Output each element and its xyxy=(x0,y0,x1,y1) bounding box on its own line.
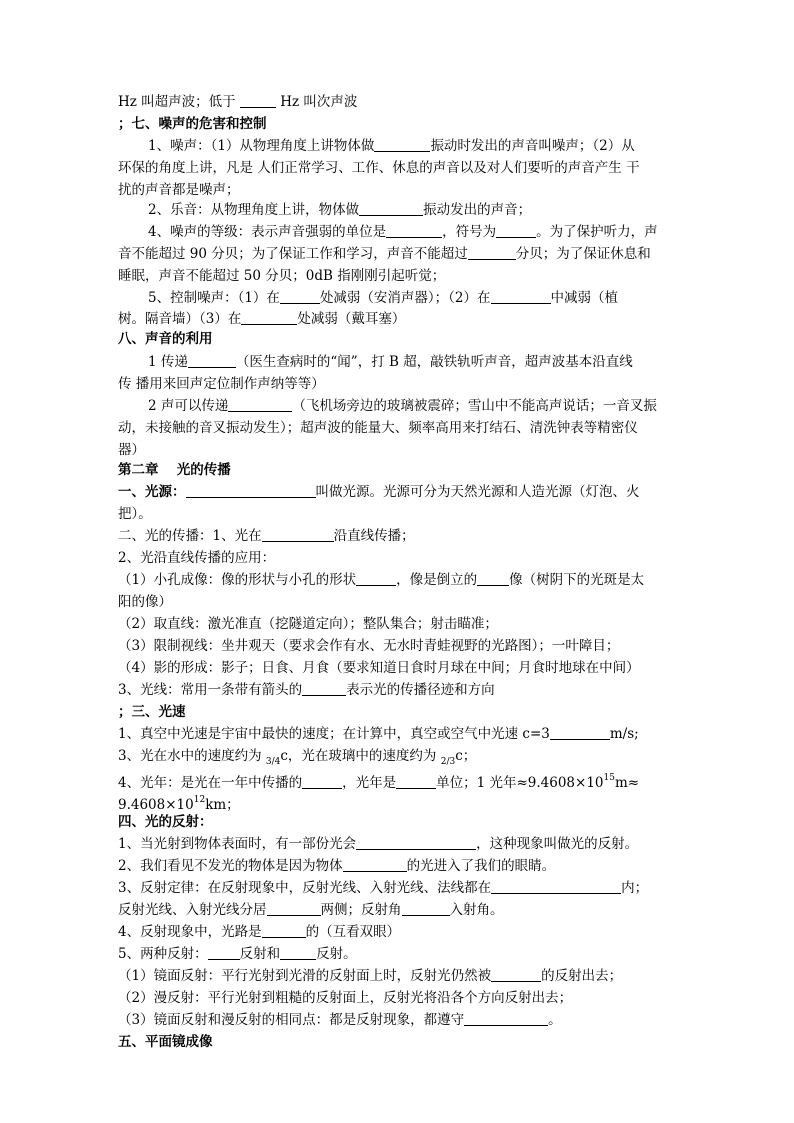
text: （2）取直线：激光准直（挖隧道定向）；整队集合；射击瞄准； xyxy=(118,616,498,632)
text-line xyxy=(118,988,690,1008)
text: 的反射出去； xyxy=(541,968,623,984)
text-line xyxy=(118,614,690,634)
text: 振动发出的声音； xyxy=(423,202,532,218)
text-line xyxy=(118,570,690,590)
text-line xyxy=(118,966,690,986)
text-line xyxy=(148,352,690,372)
text: 五、平面镜成像 xyxy=(118,1034,213,1050)
text: 反射光线、入射光线分居 xyxy=(118,902,267,918)
text: 像（树阴下的光斑是太 xyxy=(509,572,645,588)
fill-blank xyxy=(491,967,541,982)
text: （医生查病时的“闻”，打 B 超，敲铁轨听声音，超声波基本沿直线 xyxy=(235,354,633,370)
section-heading xyxy=(118,114,690,134)
text: 传 播用来回声定位制作声纳等等） xyxy=(118,376,325,392)
text-line xyxy=(118,374,690,394)
text: 器） xyxy=(118,442,145,458)
fill-blank xyxy=(550,725,610,740)
text: 环保的角度上讲，凡是 人们正常学习、工作、休息的声音以及对人们要听的声音产生 干 xyxy=(118,160,640,176)
text: 3、光在水中的速度约为 xyxy=(118,748,266,764)
text: 阳的像） xyxy=(118,594,172,610)
exponent: 12 xyxy=(193,795,206,805)
fill-blank xyxy=(464,1011,548,1026)
fraction: 3/4 xyxy=(265,757,281,767)
text-line xyxy=(118,856,690,876)
text-line xyxy=(118,158,690,178)
text-line xyxy=(118,482,690,502)
text-line xyxy=(148,288,690,308)
text: （4）影的形成：影子；日食、月食（要求知道日食时月球在中间；月食时地球在中间） xyxy=(118,660,640,676)
text: 两侧；反射角 xyxy=(320,902,402,918)
text: 9.4608×10 xyxy=(118,797,194,813)
text: 第二章 光的传播 xyxy=(118,462,231,478)
text-line xyxy=(118,658,690,678)
text: 一、光源： xyxy=(118,484,186,500)
text: 的光进入了我们的眼睛。 xyxy=(406,858,556,874)
fill-blank xyxy=(374,137,430,152)
text-line xyxy=(148,136,690,156)
text: 沿直线传播； xyxy=(333,528,415,544)
text-line xyxy=(118,180,690,200)
text: 动，未接触的音叉振动发生）；超声波的能量大、频率高用来打结石、清洗钟表等精密仪 xyxy=(118,420,638,436)
text-line xyxy=(118,548,690,568)
fill-blank xyxy=(240,93,276,108)
text-line xyxy=(118,922,690,942)
section-heading xyxy=(118,702,690,722)
text: 1 传递 xyxy=(148,354,188,370)
text: 。 xyxy=(548,1012,562,1028)
text: （1）小孔成像：像的形状与小孔的形状 xyxy=(118,572,357,588)
text: 分贝；为了保证休息和 xyxy=(515,246,651,262)
text-line xyxy=(118,900,690,920)
text: 音不能超过 90 分贝；为了保证工作和学习，声音不能超过 xyxy=(118,246,468,262)
fill-blank xyxy=(241,310,297,325)
text-line xyxy=(118,418,690,438)
fill-blank xyxy=(356,571,396,586)
fill-blank xyxy=(267,901,321,916)
fill-blank xyxy=(280,945,316,960)
text: 扰的声音都是噪声； xyxy=(118,182,240,198)
text: 反射和 xyxy=(239,946,281,962)
text: c； xyxy=(455,748,477,764)
text: 反射。 xyxy=(316,946,357,962)
text: 内； xyxy=(621,880,649,896)
text: 1、噪声：（1）从物理角度上讲物体做 xyxy=(148,138,375,154)
fill-blank xyxy=(356,835,476,850)
text: （3）镜面反射和漫反射的相同点：都是反射现象，都遵守 xyxy=(118,1012,465,1028)
text-line xyxy=(118,944,690,964)
text: Hz 叫次声波 xyxy=(275,94,358,110)
section-heading xyxy=(118,1032,690,1052)
text: 处减弱（戴耳塞） xyxy=(297,311,406,327)
text: 5、控制噪声：（1）在 xyxy=(148,290,280,306)
text: 处减弱（安消声器）；（2）在 xyxy=(319,290,491,306)
text-line xyxy=(118,309,690,329)
fill-blank xyxy=(386,223,442,238)
fill-blank xyxy=(477,571,509,586)
text: 叫做光源。光源可分为天然光源和人造光源（灯泡、火 xyxy=(315,484,640,500)
fill-blank xyxy=(491,879,621,894)
text: km； xyxy=(205,797,240,813)
text-line xyxy=(118,592,690,612)
text: 。为了保护听力，声 xyxy=(536,224,658,240)
text: 的（互看双眼） xyxy=(305,924,401,940)
section-heading xyxy=(118,812,690,832)
text: 1、真空中光速是宇宙中最快的速度；在计算中，真空或空气中光速 c=3 xyxy=(118,726,550,742)
fill-blank xyxy=(343,857,407,872)
text: 5、两种反射： xyxy=(118,946,208,962)
text: （2）漫反射：平行光射到粗糙的反射面上，反射光将沿各个方向反射出去； xyxy=(118,990,573,1006)
fill-blank xyxy=(302,774,342,789)
text-line xyxy=(148,396,690,416)
text-line xyxy=(118,834,690,854)
fill-blank xyxy=(188,353,236,368)
text: （飞机场旁边的玻璃被震碎；雪山中不能高声说话；一音叉振 xyxy=(292,398,657,414)
text: ；七、噪声的危害和控制 xyxy=(118,116,267,132)
fill-blank xyxy=(402,901,450,916)
fill-blank xyxy=(496,223,536,238)
text: Hz 叫超声波；低于 xyxy=(118,94,240,110)
text: ，像是倒立的 xyxy=(396,572,478,588)
fill-blank xyxy=(302,681,346,696)
text: 3、反射定律：在反射现象中，反射光线、入射光线、法线都在 xyxy=(118,880,492,896)
text: 把）。 xyxy=(118,506,152,522)
text-line xyxy=(118,680,690,700)
fill-blank xyxy=(262,527,334,542)
text: 振动时发出的声音叫噪声；（2）从 xyxy=(430,138,635,154)
text-line xyxy=(118,526,690,546)
text: 4、反射现象中，光路是 xyxy=(118,924,262,940)
text-line xyxy=(118,1010,690,1030)
text: 2、乐音：从物理角度上讲，物体做 xyxy=(148,202,360,218)
text: 表示光的传播径迹和方向 xyxy=(346,682,495,698)
section-heading xyxy=(118,329,690,349)
fill-blank xyxy=(262,923,306,938)
text: 2 声可以传递 xyxy=(148,398,229,414)
text: ；三、光速 xyxy=(118,704,186,720)
text-line xyxy=(118,440,690,460)
text-line xyxy=(118,244,690,264)
text: 四、光的反射： xyxy=(118,814,213,830)
text-line xyxy=(118,724,690,744)
text-line xyxy=(118,636,690,656)
text-line xyxy=(118,92,690,112)
text: m/s; xyxy=(609,726,639,742)
text: 八、声音的利用 xyxy=(118,331,213,347)
fill-blank xyxy=(491,289,551,304)
fill-blank xyxy=(359,201,423,216)
exponent: 15 xyxy=(603,773,615,783)
text: （1）镜面反射：平行光射到光滑的反射面上时，反射光仍然被 xyxy=(118,968,492,984)
text-line xyxy=(148,200,690,220)
text: m≈ xyxy=(614,775,640,791)
fill-blank xyxy=(468,245,516,260)
text: 4、噪声的等级：表示声音强弱的单位是 xyxy=(148,224,387,240)
text: （3）限制视线：坐井观天（要求会作有水、无水时青蛙视野的光路图）；一叶障目； xyxy=(118,638,620,654)
text: ，光年是 xyxy=(342,775,397,791)
text: 3、光线：常用一条带有箭头的 xyxy=(118,682,303,698)
text-line xyxy=(118,266,690,286)
text: ，符号为 xyxy=(442,224,497,240)
fill-blank xyxy=(396,774,436,789)
text: 1、当光射到物体表面时，有一部份光会 xyxy=(118,836,357,852)
text: 二、光的传播：1、光在 xyxy=(118,528,262,544)
text: c，光在玻璃中的速度约为 xyxy=(280,748,441,764)
text: ，这种现象叫做光的反射。 xyxy=(476,836,639,852)
text: 单位；1 光年≈9.4608×10 xyxy=(436,775,604,791)
text: 树。隔音墙）（3）在 xyxy=(118,311,242,327)
fill-blank xyxy=(228,397,292,412)
chapter-heading xyxy=(118,460,690,480)
text: 4、光年：是光在一年中传播的 xyxy=(118,775,303,791)
text: 2、我们看见不发光的物体是因为物体 xyxy=(118,858,343,874)
fraction: 2/3 xyxy=(440,757,456,767)
text-line xyxy=(118,504,690,524)
text-line xyxy=(148,222,690,242)
fill-blank xyxy=(280,289,320,304)
text-line xyxy=(118,878,690,898)
text: 2、光沿直线传播的应用： xyxy=(118,550,276,566)
fill-blank xyxy=(186,483,316,498)
text: 入射角。 xyxy=(449,902,504,918)
text: 中减弱（植 xyxy=(550,290,619,306)
fill-blank xyxy=(208,945,240,960)
text: 睡眠，声音不能超过 50 分贝；0dB 指刚刚引起听觉； xyxy=(118,268,446,284)
